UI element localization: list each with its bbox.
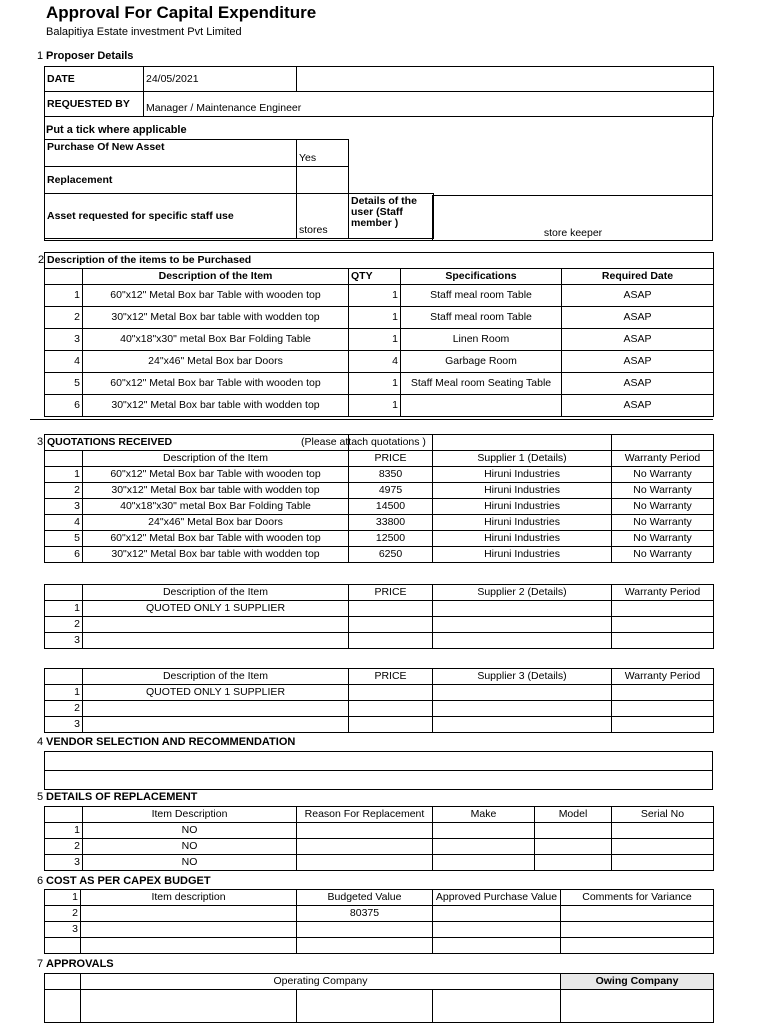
- replacement-details-table: [44, 806, 714, 871]
- company-name: Balapitiya Estate investment Pvt Limited: [46, 26, 242, 38]
- items-header-date: Required Date: [562, 269, 714, 285]
- q1-header-supplier: Supplier 1 (Details): [433, 451, 612, 467]
- capex-header-approved: Approved Purchase Value: [433, 890, 561, 906]
- replacement-header-serial: Serial No: [612, 807, 714, 823]
- asset-specific-label: Asset requested for specific staff use: [45, 194, 297, 239]
- replacement-tick[interactable]: [297, 167, 349, 194]
- purchase-new-label: Purchase Of New Asset: [45, 140, 297, 167]
- approval-signature-2[interactable]: [297, 990, 433, 1023]
- table-row: 4 24"x46" Metal Box bar Doors 33800 Hiruni Industries No Warranty: [45, 515, 714, 531]
- proposer-details-table: [44, 66, 714, 117]
- capex-header-comments: Comments for Variance: [561, 890, 714, 906]
- items-header-desc: Description of the Item: [83, 269, 349, 285]
- approvals-table: [44, 973, 714, 1023]
- table-row: 5 60"x12" Metal Box bar Table with wooden top 12500 Hiruni Industries No Warranty: [45, 531, 714, 547]
- vendor-recommendation-line-1[interactable]: [45, 752, 713, 771]
- table-row: 3: [45, 717, 714, 733]
- requested-by-label: REQUESTED BY: [45, 92, 144, 117]
- q1-header-price: PRICE: [349, 451, 433, 467]
- section-1-number: 1: [37, 50, 44, 62]
- tick-options-table: [44, 139, 434, 239]
- quotations-supplier-3-table: [44, 668, 714, 733]
- replacement-label: Replacement: [45, 167, 297, 194]
- date-blank[interactable]: [297, 67, 714, 92]
- items-header-qty: QTY: [349, 269, 401, 285]
- replacement-header-make: Make: [433, 807, 535, 823]
- table-row: 1 QUOTED ONLY 1 SUPPLIER: [45, 601, 714, 617]
- section-7-number: 7: [37, 958, 44, 970]
- section-2-title: Description of the items to be Purchased: [45, 253, 714, 269]
- section-7-title: APPROVALS: [46, 958, 114, 970]
- table-row: 2: [45, 701, 714, 717]
- table-row: 1 60"x12" Metal Box bar Table with wooden top 1 Staff meal room Table ASAP: [45, 285, 714, 307]
- table-row: 3 NO: [45, 855, 714, 871]
- quotations-note: (Please attach quotations ): [301, 436, 426, 448]
- q3-header-warranty: Warranty Period: [612, 669, 714, 685]
- q2-header-supplier: Supplier 2 (Details): [433, 585, 612, 601]
- approval-signature-1[interactable]: [81, 990, 297, 1023]
- quotations-supplier-2-table: [44, 584, 714, 649]
- table-row: [45, 938, 714, 954]
- items-header-spec: Specifications: [401, 269, 562, 285]
- section-6-number: 6: [37, 875, 44, 887]
- table-row: 6 30"x12" Metal Box bar table with wodden top 6250 Hiruni Industries No Warranty: [45, 547, 714, 563]
- date-label: DATE: [45, 67, 144, 92]
- vendor-recommendation-table: [44, 751, 713, 790]
- purchase-new-tick[interactable]: Yes: [297, 140, 349, 167]
- replacement-header-model: Model: [535, 807, 612, 823]
- section-6-title: COST AS PER CAPEX BUDGET: [46, 875, 211, 887]
- q2-header-desc: Description of the Item: [83, 585, 349, 601]
- budgeted-value: 80375: [297, 906, 433, 922]
- q3-header-price: PRICE: [349, 669, 433, 685]
- q1-header-desc: Description of the Item: [83, 451, 349, 467]
- section-3-title: QUOTATIONS RECEIVED: [47, 436, 173, 448]
- table-row: 4 24"x46" Metal Box bar Doors 4 Garbage Room ASAP: [45, 351, 714, 373]
- requested-by-value[interactable]: Manager / Maintenance Engineer: [144, 92, 714, 117]
- section-divider: [30, 419, 713, 420]
- date-value[interactable]: 24/05/2021: [144, 67, 297, 92]
- user-details-label: Details of the user (Staff member ): [349, 194, 434, 239]
- capex-budget-table: 1 Item description Budgeted Value Approved Purchase Value Comments for Variance 2 80375 3: [44, 889, 714, 954]
- capex-header-budgeted: Budgeted Value: [297, 890, 433, 906]
- table-row: 3 40"x18"x30" metal Box Bar Folding Table 1 Linen Room ASAP: [45, 329, 714, 351]
- section-2-number: 2: [38, 254, 45, 266]
- section-5-title: DETAILS OF REPLACEMENT: [46, 791, 198, 803]
- table-row: 2 30"x12" Metal Box bar table with wodden top 1 Staff meal room Table ASAP: [45, 307, 714, 329]
- q3-header-desc: Description of the Item: [83, 669, 349, 685]
- table-row: 1 NO: [45, 823, 714, 839]
- section-3-number: 3: [37, 436, 44, 448]
- vendor-recommendation-line-2[interactable]: [45, 771, 713, 790]
- table-row: 2: [45, 617, 714, 633]
- table-row: 3: [45, 633, 714, 649]
- tick-instruction: Put a tick where applicable: [46, 124, 187, 136]
- approval-signature-3[interactable]: [433, 990, 561, 1023]
- q2-header-warranty: Warranty Period: [612, 585, 714, 601]
- table-row: 5 60"x12" Metal Box bar Table with wooden top 1 Staff Meal room Seating Table ASAP: [45, 373, 714, 395]
- items-table: [44, 252, 714, 417]
- q3-header-supplier: Supplier 3 (Details): [433, 669, 612, 685]
- quotations-supplier-1-table: [44, 434, 714, 563]
- table-row: 1 QUOTED ONLY 1 SUPPLIER: [45, 685, 714, 701]
- owing-company-header: Owing Company: [561, 974, 714, 990]
- q1-header-warranty: Warranty Period: [612, 451, 714, 467]
- asset-specific-value[interactable]: stores: [297, 194, 349, 239]
- replacement-header-item: Item Description: [83, 807, 297, 823]
- capex-header-item: Item description: [81, 890, 297, 906]
- operating-company-header: Operating Company: [81, 974, 561, 990]
- table-row: 2 80375: [45, 906, 714, 922]
- section-4-number: 4: [37, 736, 44, 748]
- table-row: 6 30"x12" Metal Box bar table with wodden top 1 ASAP: [45, 395, 714, 417]
- table-row: 2 30"x12" Metal Box bar table with wodden top 4975 Hiruni Industries No Warranty: [45, 483, 714, 499]
- table-row: 3: [45, 922, 714, 938]
- table-row: 2 NO: [45, 839, 714, 855]
- q2-header-price: PRICE: [349, 585, 433, 601]
- table-row: 3 40"x18"x30" metal Box Bar Folding Table 14500 Hiruni Industries No Warranty: [45, 499, 714, 515]
- section-4-title: VENDOR SELECTION AND RECOMMENDATION: [46, 736, 296, 748]
- section-5-number: 5: [37, 791, 44, 803]
- replacement-header-reason: Reason For Replacement: [297, 807, 433, 823]
- section-1-title: Proposer Details: [46, 50, 134, 62]
- page-title: Approval For Capital Expenditure: [46, 3, 317, 22]
- user-details-value[interactable]: store keeper: [432, 195, 713, 241]
- table-row: 1 60"x12" Metal Box bar Table with wooden top 8350 Hiruni Industries No Warranty: [45, 467, 714, 483]
- approval-signature-owing[interactable]: [561, 990, 714, 1023]
